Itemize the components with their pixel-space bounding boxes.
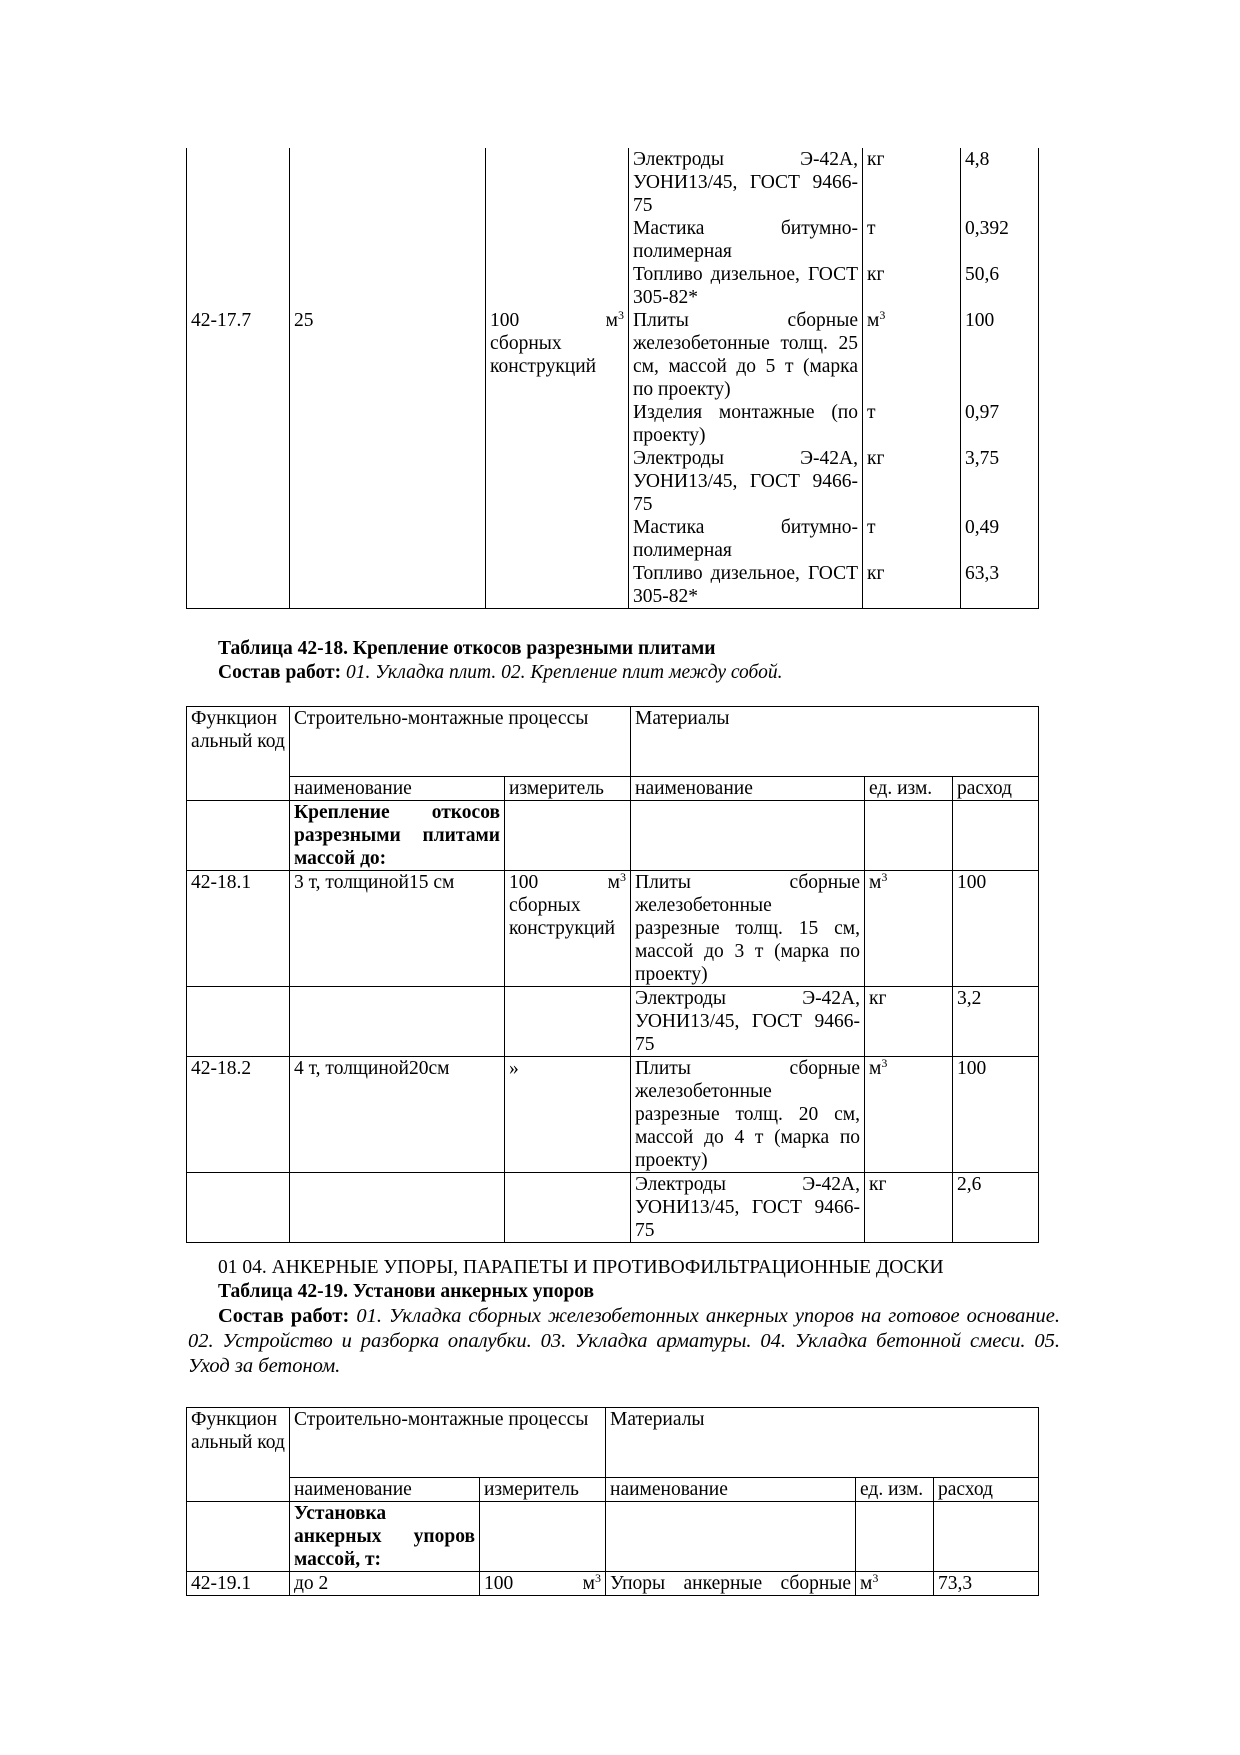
measure-text: сборных конструкций (490, 333, 597, 377)
header-row (187, 707, 1039, 777)
group-title-row (187, 801, 1039, 871)
qty-cell: 0,392 (961, 217, 1039, 263)
group-title: Установка анкерных упоров массой, т: (290, 1502, 480, 1572)
unit-cell: кг (863, 562, 961, 609)
table-row (187, 401, 1039, 447)
unit-cell: кг (863, 148, 961, 217)
qty-cell: 4,8 (961, 148, 1039, 217)
header-row (187, 1408, 1039, 1478)
header-processes: Строительно-монтажные процессы (290, 1408, 606, 1478)
qty-cell: 0,49 (961, 516, 1039, 562)
unit-cell: $м^3$ (863, 309, 961, 401)
table-row (187, 447, 1039, 516)
header-meter: измеритель (505, 777, 631, 801)
table-row (187, 987, 1039, 1057)
header-func-code: Функциональный код (187, 1408, 290, 1502)
table-42-18-work-composition: Состав работ: 01. Укладка плит. 02. Крепление плит между собой. (218, 662, 783, 683)
name-cell: 4 т, толщиной20см (290, 1057, 505, 1173)
header-func-code: Функциональный код (187, 707, 290, 801)
table-42-19 (186, 1407, 1039, 1596)
measure-cell: 100 $м^3$ сборных конструкций (505, 871, 631, 987)
header-name: наименование (290, 1478, 480, 1502)
header-material-name: наименование (606, 1478, 856, 1502)
header-material-name: наименование (631, 777, 865, 801)
qty-cell: 100 (961, 309, 1039, 401)
material-cell: Топливо дизельное, ГОСТ 305-82* (629, 562, 863, 609)
unit-cell: $м^3$ (865, 871, 953, 987)
material-cell: Плиты сборные железобетонные разрезные толщ. 20 см, массой до 4 т (марка по проекту) (631, 1057, 865, 1173)
header-materials: Материалы (631, 707, 1039, 777)
table-row (187, 148, 1039, 217)
name-cell: до 2 (290, 1572, 480, 1596)
unit-cell: кг (865, 1173, 953, 1243)
measure-unit: $м^3$ (605, 309, 624, 331)
qty-cell: 100 (953, 1057, 1039, 1173)
measure-cell: 100 $м^3$ (480, 1572, 606, 1596)
table-row (187, 1572, 1039, 1596)
func-code-cell: 42-18.1 (187, 871, 290, 987)
func-code-cell: 42-19.1 (187, 1572, 290, 1596)
header-materials: Материалы (606, 1408, 1039, 1478)
material-cell: Упоры анкерные сборные (606, 1572, 856, 1596)
header-meter: измеритель (480, 1478, 606, 1502)
material-cell: Плиты сборные железобетонные разрезные толщ. 15 см, массой до 3 т (марка по проекту) (631, 871, 865, 987)
group-title: Крепление откосов разрезными плитами массой до: (290, 801, 505, 871)
group-title-row (187, 1502, 1039, 1572)
subheader-row (187, 777, 1039, 801)
header-rate: расход (953, 777, 1039, 801)
table-42-19-work-composition: Состав работ: 01. Укладка сборных железобетонных анкерных упоров на готовое основание. 02. Устройство и разборка опалубки. 03. Укладка арматуры. 04. Укладка бетонной смеси. 05. Уход за бетоном. (188, 1305, 1060, 1377)
table-row (187, 562, 1039, 609)
unit-cell: кг (865, 987, 953, 1057)
qty-cell: 3,2 (953, 987, 1039, 1057)
table-row (187, 516, 1039, 562)
header-unit: ед. изм. (865, 777, 953, 801)
material-cell: Электроды Э-42А, УОНИ13/45, ГОСТ 9466-75 (629, 447, 863, 516)
unit-cell: кг (863, 447, 961, 516)
unit-cell: $м^3$ (865, 1057, 953, 1173)
category-cell: 25 (290, 309, 486, 401)
table-42-18-title: Таблица 42-18. Крепление откосов разрезными плитами (218, 638, 716, 659)
unit-cell: т (863, 217, 961, 263)
func-code-cell: 42-18.2 (187, 1057, 290, 1173)
header-rate: расход (934, 1478, 1039, 1502)
table-row (187, 1057, 1039, 1173)
qty-cell: 100 (953, 871, 1039, 987)
unit-cell: $м^3$ (856, 1572, 934, 1596)
func-code-cell: 42-17.7 (187, 309, 290, 401)
material-cell: Плиты сборные железобетонные толщ. 25 см, массой до 5 т (марка по проекту) (629, 309, 863, 401)
unit-cell: кг (863, 263, 961, 309)
measure-cell: » (505, 1057, 631, 1173)
qty-cell: 3,75 (961, 447, 1039, 516)
table-row (187, 263, 1039, 309)
qty-cell: 50,6 (961, 263, 1039, 309)
qty-cell: 73,3 (934, 1572, 1039, 1596)
material-cell: Электроды Э-42А, УОНИ13/45, ГОСТ 9466-75 (629, 148, 863, 217)
header-unit: ед. изм. (856, 1478, 934, 1502)
table-row (187, 217, 1039, 263)
name-cell: 3 т, толщиной15 см (290, 871, 505, 987)
section-heading: 01 04. АНКЕРНЫЕ УПОРЫ, ПАРАПЕТЫ И ПРОТИВОФИЛЬТРАЦИОННЫЕ ДОСКИ (218, 1257, 944, 1278)
material-cell: Электроды Э-42А, УОНИ13/45, ГОСТ 9466-75 (631, 1173, 865, 1243)
table-42-18 (186, 706, 1039, 1243)
material-cell: Мастика битумно-полимерная (629, 217, 863, 263)
material-cell: Изделия монтажные (по проекту) (629, 401, 863, 447)
unit-cell: т (863, 401, 961, 447)
table-row (187, 871, 1039, 987)
material-cell: Мастика битумно-полимерная (629, 516, 863, 562)
subheader-row (187, 1478, 1039, 1502)
header-name: наименование (290, 777, 505, 801)
measure-number: 100 (490, 310, 520, 331)
unit-cell: т (863, 516, 961, 562)
measure-cell (486, 309, 629, 401)
material-cell: Топливо дизельное, ГОСТ 305-82* (629, 263, 863, 309)
material-cell: Электроды Э-42А, УОНИ13/45, ГОСТ 9466-75 (631, 987, 865, 1057)
table-row (187, 309, 1039, 401)
table-42-17-continuation (186, 148, 1039, 609)
table-row (187, 1173, 1039, 1243)
table-42-19-title: Таблица 42-19. Установи анкерных упоров (218, 1281, 595, 1302)
qty-cell: 0,97 (961, 401, 1039, 447)
header-processes: Строительно-монтажные процессы (290, 707, 631, 777)
qty-cell: 2,6 (953, 1173, 1039, 1243)
qty-cell: 63,3 (961, 562, 1039, 609)
